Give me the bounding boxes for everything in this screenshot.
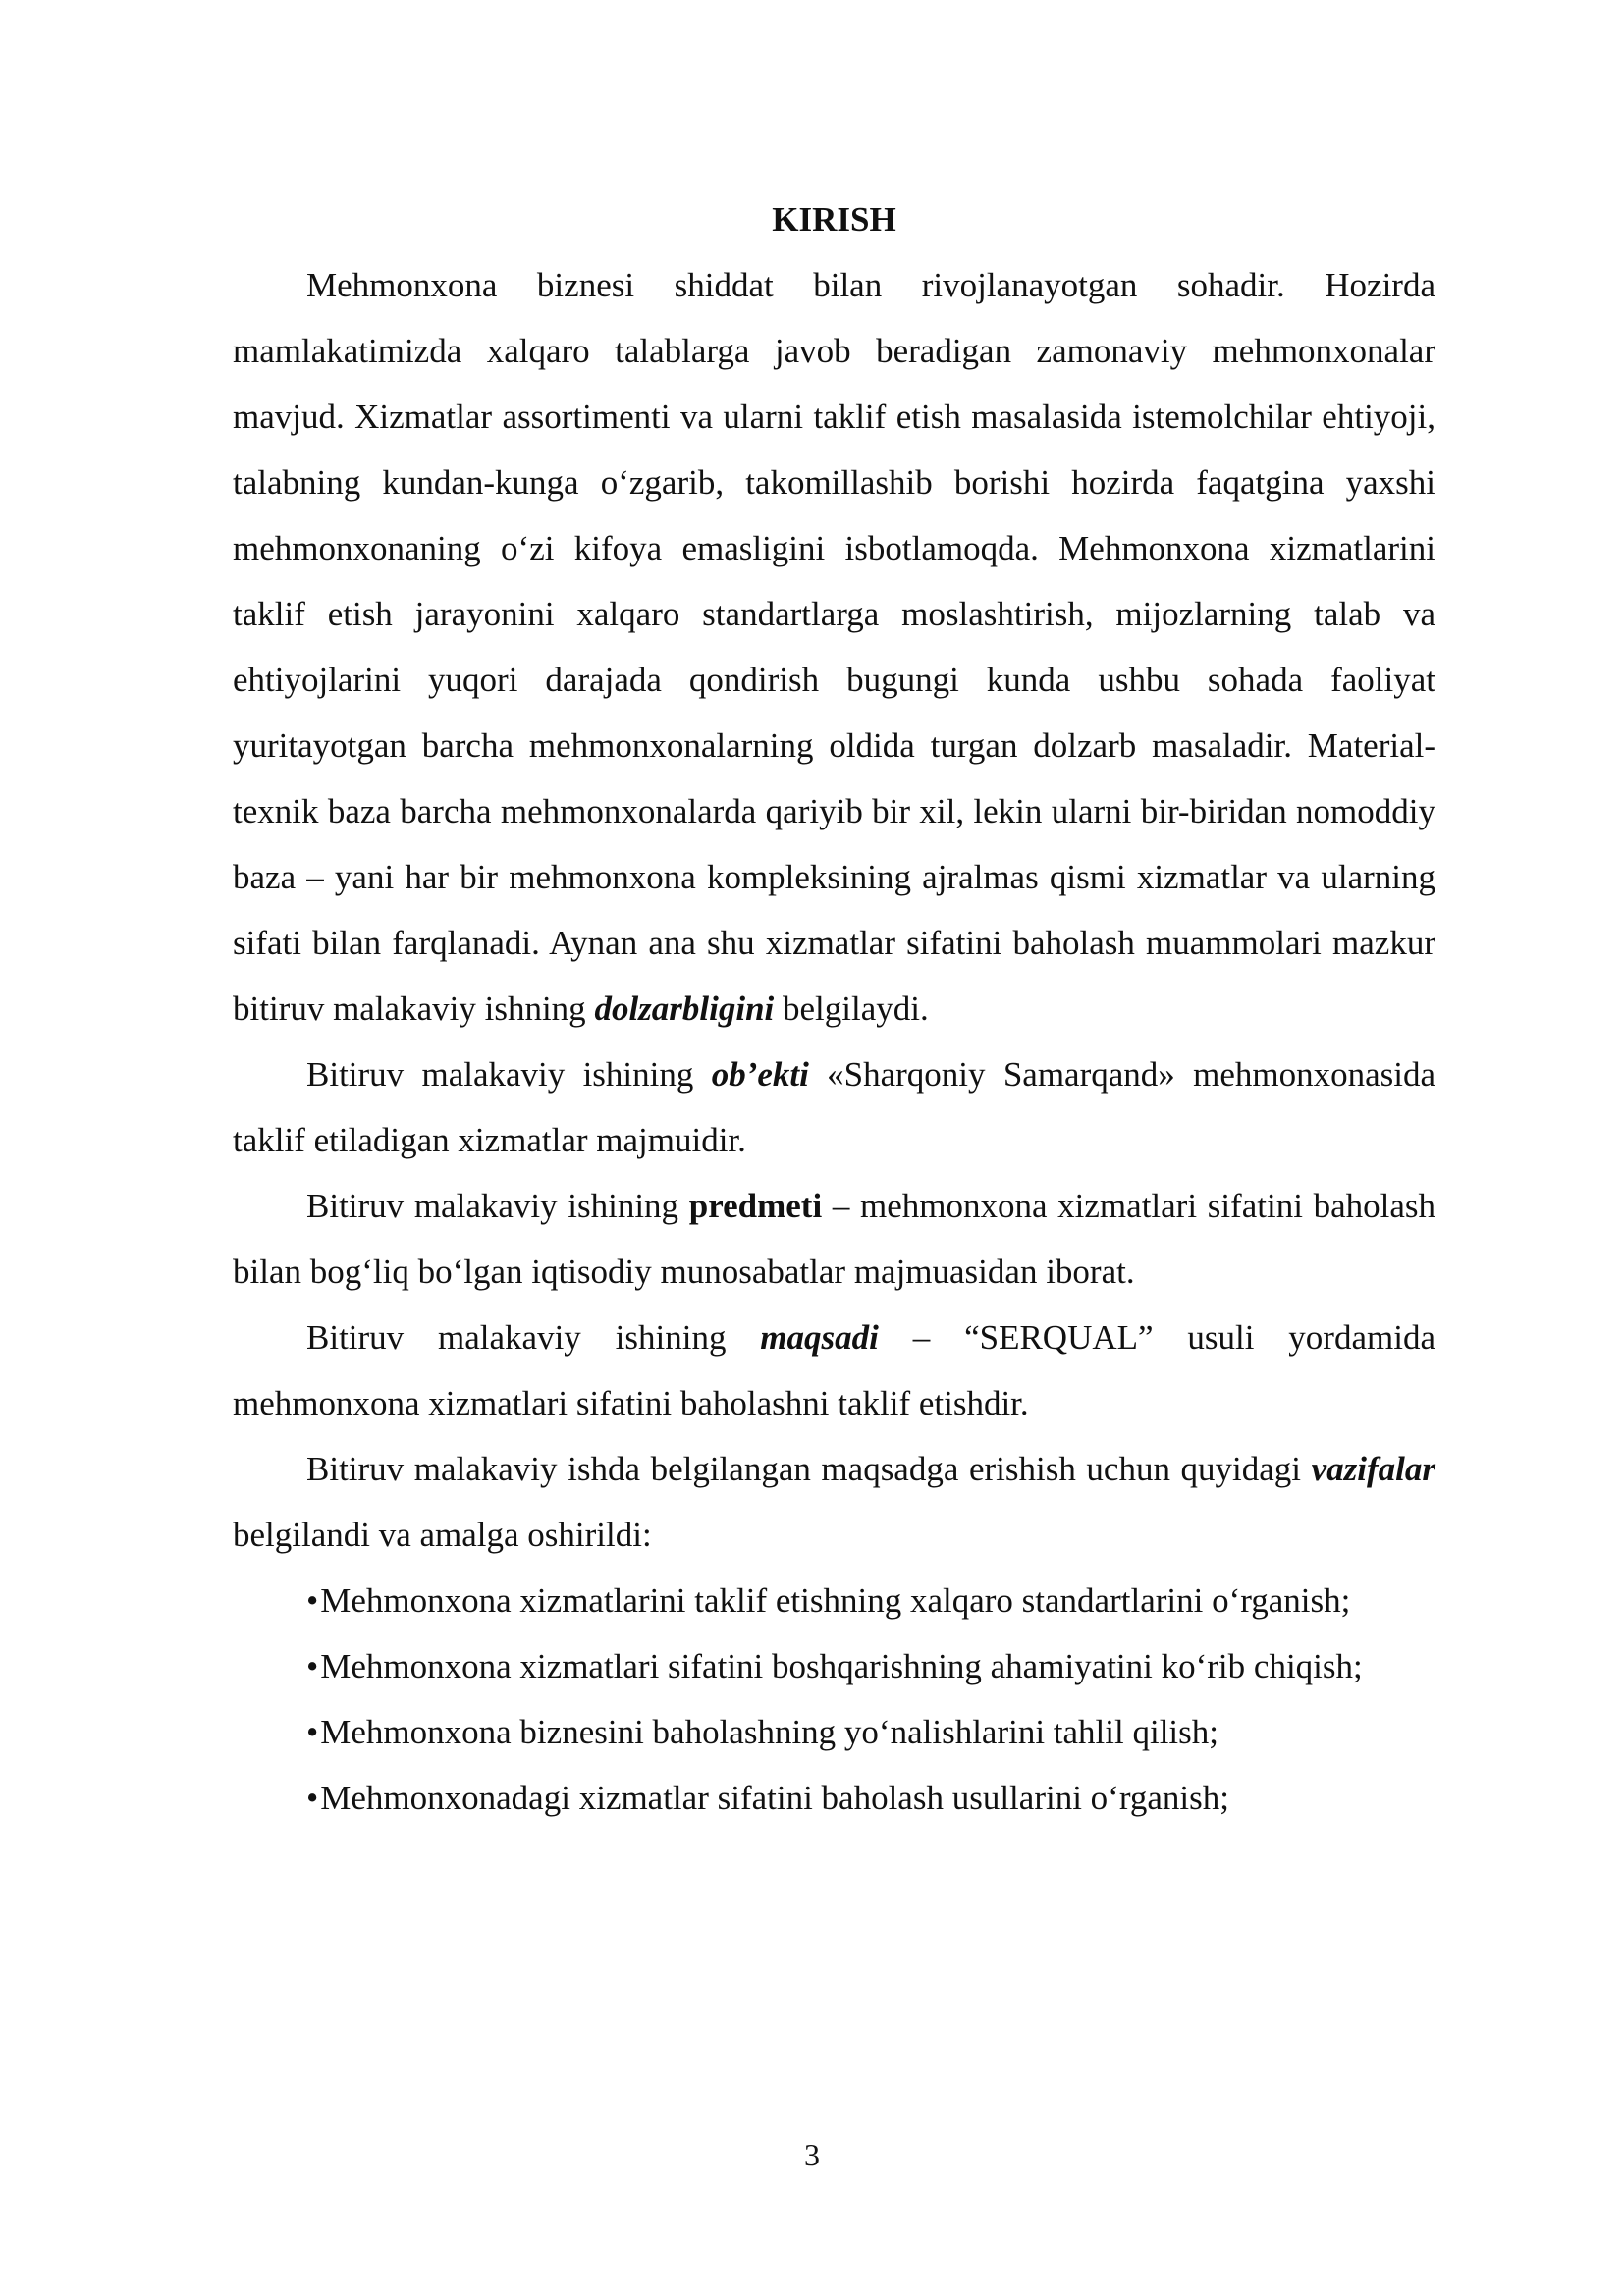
paragraph-intro <box>233 252 1435 1041</box>
emphasis-relevance: dolzarbligini <box>594 989 775 1028</box>
paragraph-tasks <box>233 1436 1435 1568</box>
paragraph-object-end: «Sharqoniy Samarqand» mehmonxonasida taklif etiladigan xizmatlar majmuidir. <box>233 1055 1435 1159</box>
emphasis-object: ob’ekti <box>711 1055 809 1094</box>
emphasis-tasks: vazifalar <box>1311 1450 1435 1488</box>
page-title: KIRISH <box>772 200 896 239</box>
paragraph-subject-end: – mehmonxona xizmatlari sifatini baholash bilan bog‘liq bo‘lgan iqtisodiy munosabatlar majmuasidan iborat. <box>233 1187 1435 1291</box>
bullet-item: • Mehmonxona biznesini baholashning yo‘nalishlarini tahlil qilish; <box>233 1699 1435 1765</box>
paragraph-intro-end: belgilaydi. <box>774 989 929 1028</box>
paragraph-goal <box>233 1305 1435 1436</box>
bullet-item: • Mehmonxona xizmatlarini taklif etishning xalqaro standartlarini o‘rganish; <box>233 1568 1435 1633</box>
paragraph-tasks-end: belgilandi va amalga oshirildi: <box>233 1516 652 1554</box>
paragraph-object-start: Bitiruv malakaviy ishining <box>306 1055 712 1094</box>
paragraph-subject-start: Bitiruv malakaviy ishining <box>306 1187 689 1225</box>
paragraph-subject <box>233 1173 1435 1305</box>
paragraph-goal-start: Bitiruv malakaviy ishining <box>306 1318 761 1357</box>
bullet-item: • Mehmonxona xizmatlari sifatini boshqarishning ahamiyatini ko‘rib chiqish; <box>233 1633 1435 1699</box>
paragraph-object <box>233 1041 1435 1173</box>
emphasis-subject: predmeti <box>688 1187 823 1225</box>
emphasis-goal: maqsadi <box>760 1318 879 1357</box>
page-number: 3 <box>804 2137 820 2172</box>
document-page <box>233 187 1435 1831</box>
paragraph-tasks-start: Bitiruv malakaviy ishda belgilangan maqsadga erishish uchun quyidagi <box>306 1450 1312 1488</box>
paragraph-goal-end: – “SERQUAL” usuli yordamida mehmonxona xizmatlari sifatini baholashni taklif etishdir. <box>233 1318 1435 1422</box>
paragraph-intro-text: Mehmonxona biznesi shiddat bilan rivojlanayotgan sohadir. Hozirda mamlakatimizda xalqaro talablarga javob beradigan zamonaviy mehmonxonalar mavjud. Xizmatlar assortimenti va ularni taklif etish masalasida istemolchilar ehtiyoji, talabning kundan-kunga o‘zgarib, takomillashib borishi hozirda faqatgina yaxshi mehmonxonaning o‘zi kifoya emasligini isbotlamoqda. Mehmonxona xizmatlarini taklif etish jarayonini xalqaro standartlarga moslashtirish, mijozlarning talab va ehtiyojlarini yuqori darajada qondirish bugungi kunda ushbu sohada faoliyat yuritayotgan barcha mehmonxonalarning oldida turgan dolzarb masaladir. Material-texnik baza barcha mehmonxonalarda qariyib bir xil, lekin ularni bir-biridan nomoddiy baza – yani har bir mehmonxona kompleksining ajralmas qismi xizmatlar va ularning sifati bilan farqlanadi. Aynan ana shu xizmatlar sifatini baholash muammolari mazkur bitiruv malakaviy ishning <box>233 266 1435 1028</box>
bullet-item: • Mehmonxonadagi xizmatlar sifatini baholash usullarini o‘rganish; <box>233 1765 1435 1831</box>
